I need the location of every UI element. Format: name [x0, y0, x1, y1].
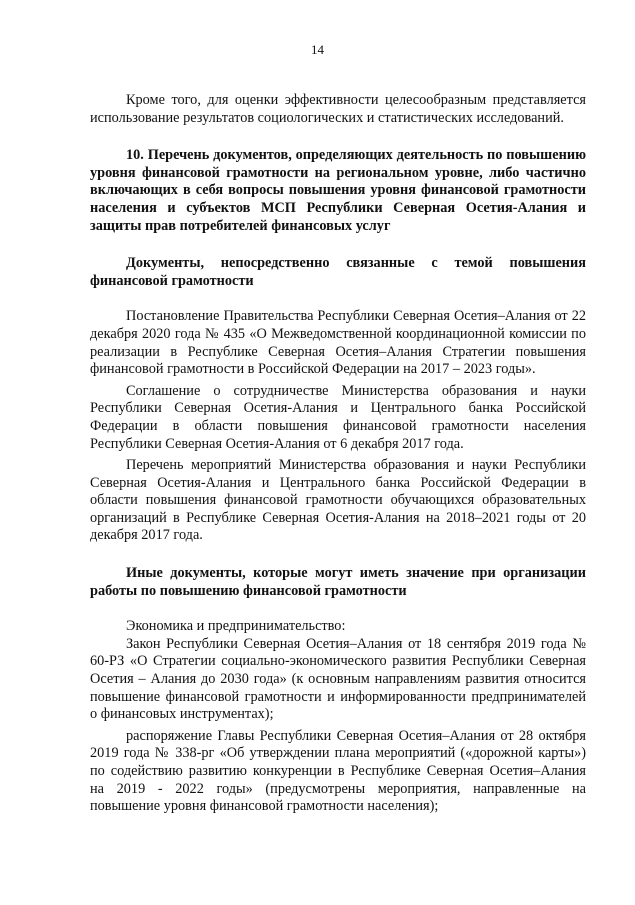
intro-paragraph: Кроме того, для оценки эффективности целесообразным представляется использование результатов социологических и статистических исследований.: [90, 92, 586, 126]
paragraph-roadmap-order: распоряжение Главы Республики Северная Осетия–Алания от 28 октября 2019 года № 338-рг «Об утверждении плана мероприятий («дорожной карты») по содействию развитию конкуренции в Республике Северная Осетия–Алания на 2019 - 2022 годы» (предусмотрены мероприятия, направленные на повышение уровня финансовой грамотности населения);: [90, 727, 586, 815]
subsection-heading-direct-documents: Документы, непосредственно связанные с темой повышения финансовой грамотности: [90, 255, 586, 289]
paragraph-resolution: Постановление Правительства Республики Северная Осетия–Алания от 22 декабря 2020 года № 435 «О Межведомственной координационной комиссии по реализации в Республике Северная Осетия–Алания Стратегии повышения финансовой грамотности в Российской Федерации на 2017 – 2023 годы».: [90, 308, 586, 378]
page-number: 14: [311, 42, 324, 57]
paragraph-strategy-law: Закон Республики Северная Осетия–Алания от 18 сентября 2019 года № 60-РЗ «О Стратегии социально-экономического развития Республики Северная Осетия – Алания до 2030 года» (к основным направлениям развития относится повышение финансовой грамотности и информированности предпринимателей о финансовых инструментах);: [90, 635, 586, 723]
paragraph-events-list: Перечень мероприятий Министерства образования и науки Республики Северная Осетия-Алания и Центрального банка Российской Федерации в области повышения финансовой грамотности обучающихся образовательных организаций в Республике Северная Осетия-Алания на 2018–2021 годы от 20 декабря 2017 года.: [90, 457, 586, 544]
paragraph-agreement: Соглашение о сотрудничестве Министерства образования и науки Республики Северная Осетия-Алания и Центрального банка Российской Федерации в области повышения финансовой грамотности населения Республики Северная Осетия-Алания от 6 декабря 2017 года.: [90, 382, 586, 452]
paragraph-economy-heading: Экономика и предпринимательство:: [126, 618, 346, 635]
section-10-heading: 10. Перечень документов, определяющих деятельность по повышению уровня финансовой грамотности на региональном уровне, либо частично включающих в себя вопросы повышения уровня финансовой грамотности населения и субъектов МСП Республики Северная Осетия-Алания и защиты прав потребителей финансовых услуг: [90, 147, 586, 234]
page-content: [90, 92, 586, 816]
subsection-heading-other-documents: Иные документы, которые могут иметь значение при организации работы по повышению финансовой грамотности: [90, 565, 586, 599]
